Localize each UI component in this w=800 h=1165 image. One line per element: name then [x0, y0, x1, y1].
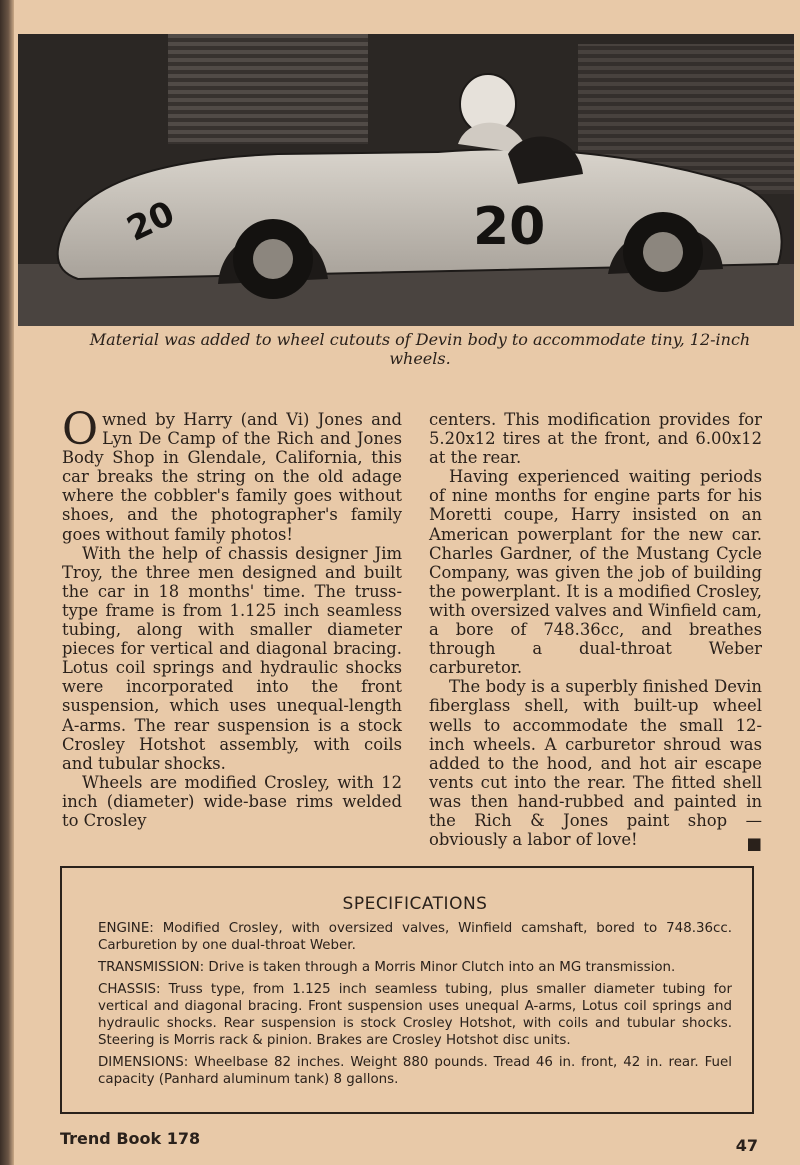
specifications-box [60, 866, 754, 1114]
article-paragraph-6: The body is a superbly finished Devin fiberglass shell, with built-up wheel wells to accommodate the small 12-inch wheels. A carburetor shroud was added to the hood, and hot air escape vents cut into the rear. The fitted shell was then hand-rubbed and painted in the Rich & Jones paint shop — obviously a labor of love! ■ [429, 677, 762, 854]
end-mark: ■ [746, 834, 762, 854]
race-car-illustration [18, 34, 794, 326]
article-column-right [429, 410, 762, 853]
book-spine-shadow [0, 0, 14, 1165]
photo-caption: Material was added to wheel cutouts of Devin body to accommodate tiny, 12-inch wheels. [89, 330, 751, 368]
article-paragraph-2: With the help of chassis designer Jim Troy, the three men designed and built the car in 18 months' time. The truss-type frame is from 1.125 inch seamless tubing, along with smaller diameter pieces for vertical and diagonal bracing. Lotus coil springs and hydraulic shocks were incorporated into the front suspension, which uses unequal-length A-arms. The rear suspension is a stock Crosley Hotshot assembly, with coils and tubular shocks. [62, 543, 402, 773]
article-paragraph-5: Having experienced waiting periods of nine months for engine parts for his Moretti coupe, Harry insisted on an American powerplant for the new car. Charles Gardner, of the Mustang Cycle Company, was given the job of building the powerplant. It is a modified Crosley, with oversized valves and Winfield cam, a bore of 748.36cc, and breathes through a dual-throat Weber carburetor. [429, 467, 762, 678]
article-paragraph-1: Owned by Harry (and Vi) Jones and Lyn De Camp of the Rich and Jones Body Shop in Glendale, California, this car breaks the string on the old adage where the cobbler's family goes without shoes, and the photographer's family goes without family photos! [62, 404, 402, 544]
drop-cap: O [62, 404, 99, 455]
spec-engine: ENGINE: Modified Crosley, with oversized valves, Winfield camshaft, bored to 748.36cc. Carburetion by one dual-throat Weber. [98, 921, 732, 953]
specifications-title: SPECIFICATIONS [342, 894, 488, 914]
article-paragraph-4: centers. This modification provides for 5.20x12 tires at the front, and 6.00x12 at the rear. [429, 410, 762, 468]
race-car-photo [18, 34, 794, 326]
article-paragraph-3: Wheels are modified Crosley, with 12 inch (diameter) wide-base rims welded to Crosley [62, 772, 402, 830]
spec-dimensions: DIMENSIONS: Wheelbase 82 inches. Weight 880 pounds. Tread 46 in. front, 42 in. rear. Fuel capacity (Panhard aluminum tank) 8 gallons. [98, 1055, 732, 1087]
car-number-nose: 20 [120, 193, 181, 250]
publication-footer: Trend Book 178 [60, 1129, 201, 1148]
spec-transmission: TRANSMISSION: Drive is taken through a Morris Minor Clutch into an MG transmission. [98, 960, 676, 975]
spec-chassis: CHASSIS: Truss type, from 1.125 inch seamless tubing, plus smaller diameter tubing for vertical and diagonal bracing. Front suspension uses unequal A-arms, Lotus coil springs and hydraulic shocks. Rear suspension is stock Crosley Hotshot, with coils and tubular shocks. Steering is Morris rack & pinion. Brakes are Crosley Hotshot disc units. [98, 982, 732, 1048]
article-column-left [62, 404, 402, 830]
car-number: 20 [473, 197, 546, 257]
page-number: 47 [735, 1136, 758, 1155]
